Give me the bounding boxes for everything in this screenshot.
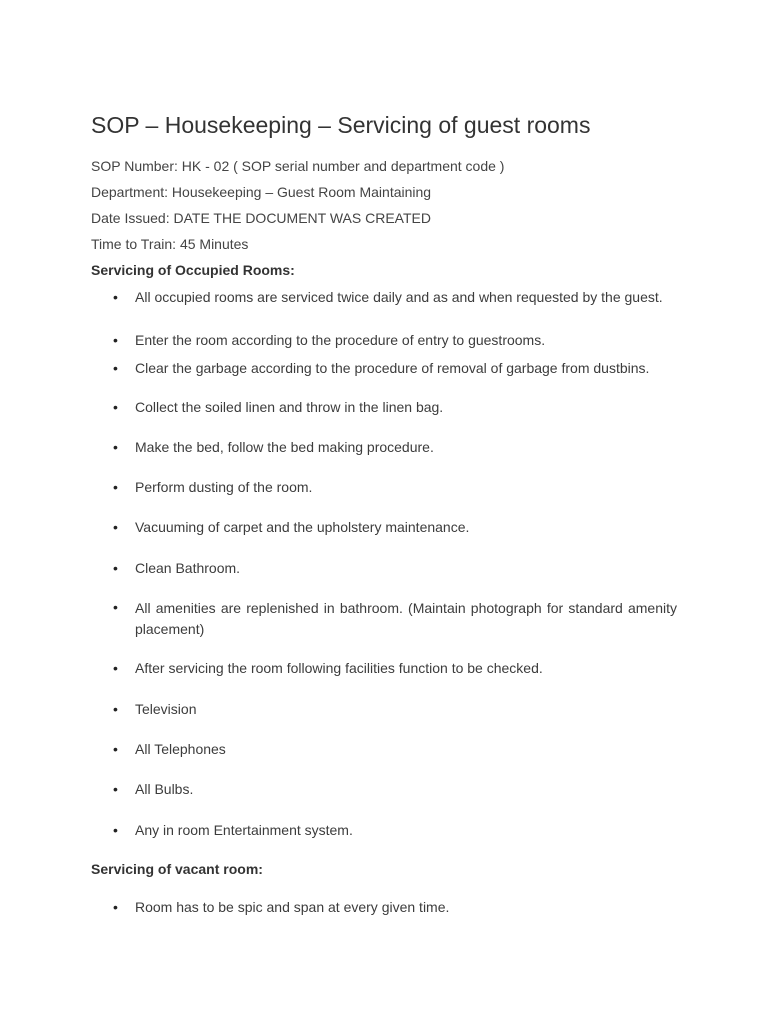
bullet-icon: • (113, 701, 118, 717)
list-item (113, 898, 677, 916)
bullet-icon: • (113, 660, 118, 676)
sop-number: SOP Number: HK - 02 ( SOP serial number and department code ) (91, 158, 505, 174)
bullet-icon: • (113, 560, 118, 576)
bullet-icon: • (113, 399, 118, 415)
list-item-text: All amenities are replenished in bathroom. (Maintain photograph for standard amenity placement) (135, 600, 677, 637)
bullet-icon: • (113, 899, 118, 915)
bullet-icon: • (113, 360, 118, 376)
list-item-text: Clear the garbage according to the procedure of removal of garbage from dustbins. (135, 360, 650, 376)
list-item (113, 740, 677, 758)
list-item (113, 438, 677, 456)
list-item (113, 288, 677, 306)
bullet-icon: • (113, 781, 118, 797)
list-item (113, 700, 677, 718)
bullet-icon: • (113, 439, 118, 455)
list-item (113, 821, 677, 839)
list-item (113, 659, 677, 677)
bullet-icon: • (113, 822, 118, 838)
list-item-text: Make the bed, follow the bed making procedure. (135, 439, 434, 455)
section-heading-vacant: Servicing of vacant room: (91, 861, 263, 877)
bullet-icon: • (113, 289, 118, 305)
list-item-text: Clean Bathroom. (135, 560, 241, 576)
list-item-text: All occupied rooms are serviced twice daily and as and when requested by the guest. (135, 289, 663, 305)
bullet-icon: • (113, 741, 118, 757)
list-item (113, 518, 677, 536)
time-to-train: Time to Train: 45 Minutes (91, 236, 249, 252)
list-item (113, 478, 677, 496)
list-item (113, 559, 677, 577)
list-item-text: Enter the room according to the procedure of entry to guestrooms. (135, 332, 546, 348)
list-item-text: Television (135, 701, 197, 717)
bullet-icon: • (113, 479, 118, 495)
bullet-icon: • (113, 519, 118, 535)
list-item (113, 359, 677, 377)
list-item-text: All Telephones (135, 741, 226, 757)
list-item (113, 598, 677, 640)
list-item-text: Collect the soiled linen and throw in the linen bag. (135, 399, 444, 415)
list-item (113, 398, 677, 416)
list-item-text: Vacuuming of carpet and the upholstery maintenance. (135, 519, 470, 535)
list-item-text: After servicing the room following facilities function to be checked. (135, 660, 543, 676)
document-title: SOP – Housekeeping – Servicing of guest rooms (91, 112, 591, 138)
list-item-text: All Bulbs. (135, 781, 194, 797)
section-heading-occupied: Servicing of Occupied Rooms: (91, 262, 295, 278)
list-item (113, 331, 677, 349)
date-issued: Date Issued: DATE THE DOCUMENT WAS CREATED (91, 210, 431, 226)
list-item-text: Room has to be spic and span at every given time. (135, 899, 450, 915)
department: Department: Housekeeping – Guest Room Maintaining (91, 184, 432, 200)
bullet-icon: • (113, 332, 118, 348)
list-item-text: Any in room Entertainment system. (135, 822, 353, 838)
list-item (113, 780, 677, 798)
list-item-text: Perform dusting of the room. (135, 479, 313, 495)
bullet-icon: • (113, 599, 118, 615)
